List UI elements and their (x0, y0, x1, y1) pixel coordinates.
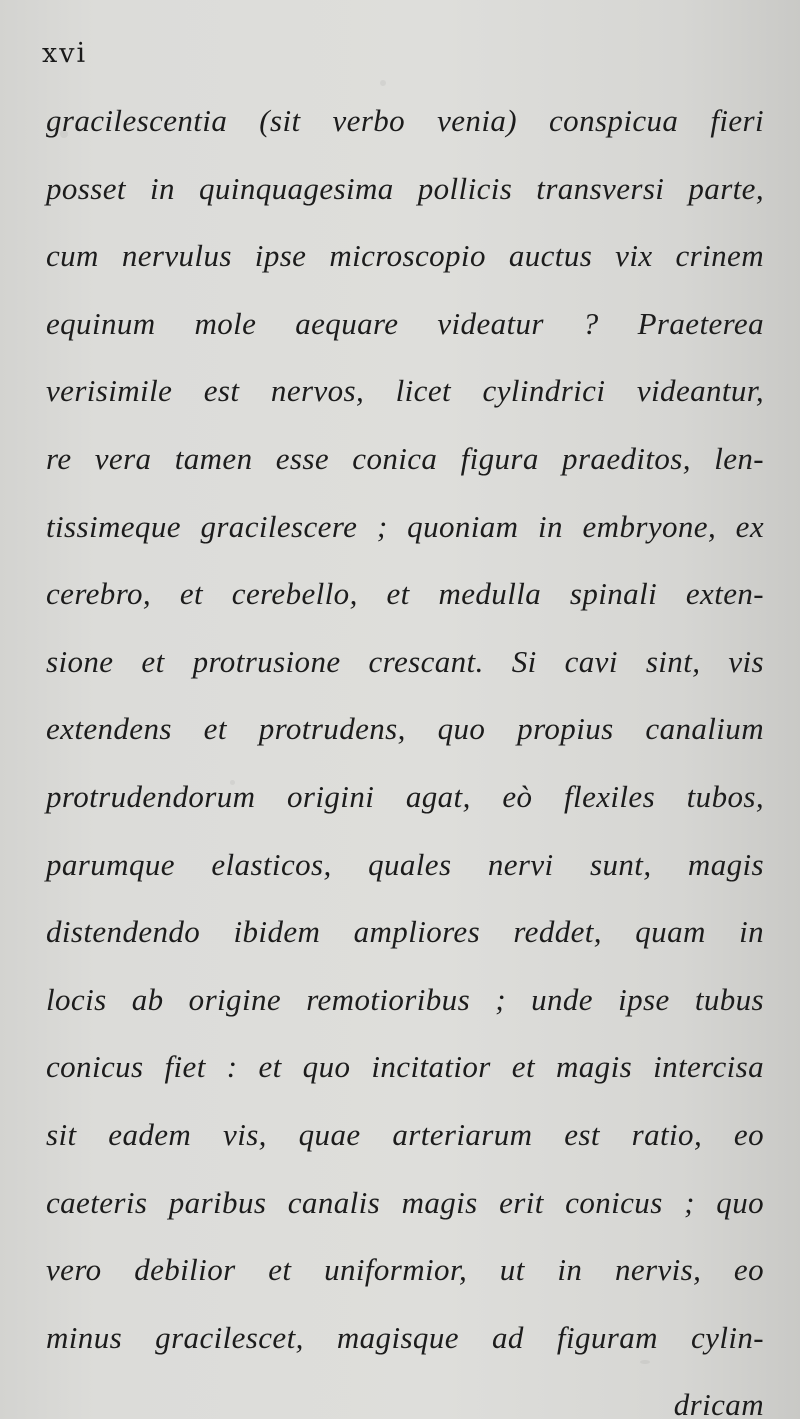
text-line: sione et protrusione crescant. Si cavi sint, vis (46, 643, 764, 679)
text-line: caeteris paribus canalis magis erit conicus ; quo (46, 1184, 764, 1220)
text-line: protrudendorum origini agat, eò flexiles tubos, (46, 778, 764, 814)
text-line: cum nervulus ipse microscopio auctus vix crinem (46, 238, 764, 274)
text-line: minus gracilescet, magisque ad figuram cylin- (46, 1319, 764, 1355)
text-line: locis ab origine remotioribus ; unde ipse tubus (46, 981, 764, 1017)
text-line: posset in quinquagesima pollicis transversi parte, (46, 170, 764, 206)
body-text (46, 96, 764, 1419)
page-number: xvi (42, 38, 88, 69)
text-line: parumque elasticos, quales nervi sunt, magis (46, 846, 764, 882)
text-line: conicus fiet : et quo incitatior et magis intercisa (46, 1049, 764, 1085)
text-line: cerebro, et cerebello, et medulla spinali exten- (46, 576, 764, 612)
text-line: re vera tamen esse conica figura praeditos, len- (46, 440, 764, 476)
text-line: gracilescentia (sit verbo venia) conspicua fieri (46, 103, 764, 138)
paper-spot (380, 80, 386, 86)
text-line: equinum mole aequare videatur ? Praeterea (46, 305, 764, 341)
text-line: extendens et protrudens, quo propius canalium (46, 711, 764, 747)
text-line: distendendo ibidem ampliores reddet, quam in (46, 914, 764, 950)
text-line: verisimile est nervos, licet cylindrici videantur, (46, 373, 764, 409)
text-line: tissimeque gracilescere ; quoniam in embryone, ex (46, 508, 764, 544)
text-line: sit eadem vis, quae arteriarum est ratio, eo (46, 1116, 764, 1152)
catchword: dricam (673, 1387, 764, 1419)
text-line: vero debilior et uniformior, ut in nervis, eo (46, 1252, 764, 1288)
